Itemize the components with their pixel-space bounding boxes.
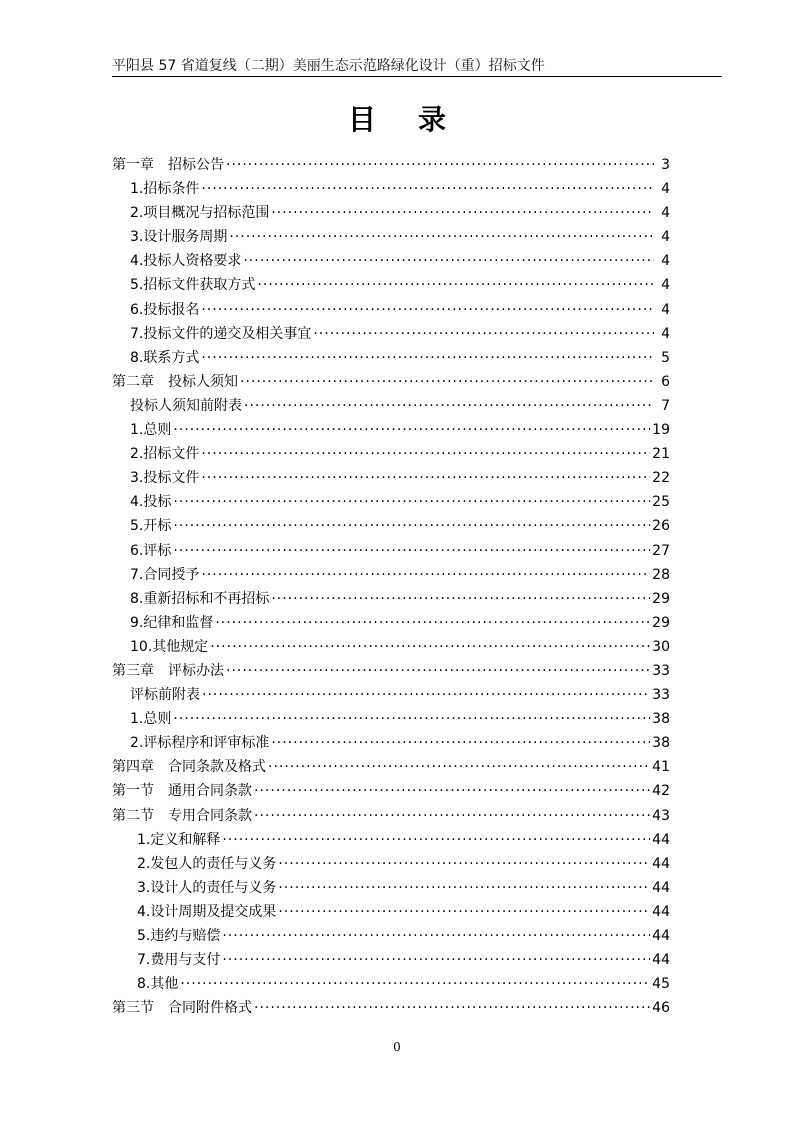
toc-entry-label: 8.其他 <box>137 976 179 993</box>
dot-leader <box>268 755 650 779</box>
toc-entry-page: 44 <box>652 831 670 848</box>
toc-entry[interactable] <box>112 298 670 322</box>
toc-entry-label: 6.投标报名 <box>130 301 200 318</box>
dot-leader <box>271 731 650 755</box>
dot-leader <box>278 900 650 924</box>
dot-leader <box>201 442 650 466</box>
toc-entry-page: 27 <box>652 542 670 559</box>
toc-entry-label: 7.投标文件的递交及相关事宜 <box>130 325 312 342</box>
toc-entry-label: 5.违约与赔偿 <box>137 928 221 944</box>
dot-leader <box>278 852 650 876</box>
toc-entry[interactable] <box>112 514 670 538</box>
toc-title: 目录 <box>347 103 488 136</box>
toc-entry-page: 26 <box>652 518 670 535</box>
dot-leader <box>201 466 650 490</box>
toc-entry-label: 3.投标文件 <box>130 470 200 487</box>
toc-entry-label: 2.评标程序和评审标准 <box>130 735 270 752</box>
page-number: 0 <box>393 1040 401 1054</box>
toc-entry[interactable] <box>112 996 670 1020</box>
toc-entry[interactable] <box>112 755 670 779</box>
toc-entry-label: 第一节 通用合同条款 <box>112 783 252 800</box>
toc-entry-label: 4.设计周期及提交成果 <box>137 903 277 920</box>
dot-leader <box>173 539 650 563</box>
toc-entry[interactable] <box>112 442 670 466</box>
toc-entry[interactable] <box>112 924 670 948</box>
toc-entry[interactable] <box>112 490 670 514</box>
toc-entry-label: 1.总则 <box>130 422 172 439</box>
toc-entry-label: 7.费用与支付 <box>137 952 221 969</box>
dot-leader <box>201 298 654 322</box>
toc-entry-page: 4 <box>661 301 670 318</box>
toc-entry-label: 7.合同授予 <box>130 566 200 583</box>
dot-leader <box>201 177 654 201</box>
toc-entry[interactable] <box>112 900 670 924</box>
toc-entry[interactable] <box>112 249 670 273</box>
dot-leader <box>173 707 650 731</box>
toc-entry[interactable] <box>112 322 670 346</box>
dot-leader <box>180 972 650 996</box>
dot-leader <box>215 611 650 635</box>
toc-entry-label: 3.设计人的责任与义务 <box>137 879 277 896</box>
toc-entry-page: 41 <box>652 759 670 776</box>
toc-entry-page: 33 <box>652 662 670 679</box>
toc-entry[interactable] <box>112 587 670 611</box>
toc-entry-label: 第一章 招标公告 <box>112 157 224 173</box>
toc-entry[interactable] <box>112 779 670 803</box>
toc-entry-label: 第三节 合同附件格式 <box>112 1000 252 1017</box>
toc-entry[interactable] <box>112 635 670 659</box>
toc-entry-page: 3 <box>661 157 670 173</box>
toc-entry[interactable] <box>112 683 670 707</box>
toc-entry-page: 38 <box>652 735 670 752</box>
toc-entry-page: 44 <box>652 928 670 944</box>
dot-leader <box>201 563 650 587</box>
toc-entry-page: 33 <box>652 687 670 704</box>
toc-entry[interactable] <box>112 466 670 490</box>
running-header: 平阳县 57 省道复线（二期）美丽生态示范路绿化设计（重）招标文件 <box>112 58 545 74</box>
toc-entry-page: 4 <box>661 229 670 246</box>
toc-entry-label: 5.招标文件获取方式 <box>130 277 256 294</box>
dot-leader <box>313 322 654 346</box>
toc-entry[interactable] <box>112 659 670 683</box>
toc-entry[interactable] <box>112 948 670 972</box>
toc-entry-label: 1.定义和解释 <box>137 831 221 848</box>
toc-entry-page: 7 <box>661 397 670 414</box>
dot-leader <box>254 804 650 828</box>
toc-entry-page: 45 <box>652 976 670 993</box>
toc-entry-page: 6 <box>661 373 670 390</box>
toc-entry-page: 43 <box>652 807 670 824</box>
toc-entry-page: 38 <box>652 711 670 728</box>
dot-leader <box>254 779 650 803</box>
toc-entry[interactable] <box>112 804 670 828</box>
toc-entry[interactable] <box>112 876 670 900</box>
dot-leader <box>173 514 650 538</box>
dot-leader <box>257 273 654 297</box>
toc-entry[interactable] <box>112 153 670 177</box>
toc-entry-page: 44 <box>652 903 670 920</box>
toc-entry-label: 6.评标 <box>130 542 172 559</box>
toc-entry-label: 2.招标文件 <box>130 446 200 463</box>
toc-entry-label: 第四章 合同条款及格式 <box>112 759 266 776</box>
toc-entry[interactable] <box>112 828 670 852</box>
toc-entry-page: 4 <box>661 277 670 294</box>
toc-entry-page: 19 <box>652 422 670 439</box>
toc-entry-page: 46 <box>652 1000 670 1017</box>
toc-entry-label: 8.联系方式 <box>130 349 200 366</box>
dot-leader <box>222 948 650 972</box>
dot-leader <box>271 587 650 611</box>
dot-leader <box>226 153 654 177</box>
header-divider <box>112 76 722 77</box>
toc-entry-label: 2.发包人的责任与义务 <box>137 855 277 872</box>
toc-entry[interactable] <box>112 563 670 587</box>
toc-entry-page: 30 <box>652 638 670 655</box>
toc-entry[interactable] <box>112 346 670 370</box>
toc-entry-label: 第二节 专用合同条款 <box>112 807 252 824</box>
dot-leader <box>210 635 650 659</box>
dot-leader <box>226 659 650 683</box>
dot-leader <box>240 370 654 394</box>
dot-leader <box>243 249 654 273</box>
dot-leader <box>173 490 650 514</box>
toc-entry[interactable] <box>112 972 670 996</box>
toc-entry-page: 42 <box>652 783 670 800</box>
toc-entry-label: 8.重新招标和不再招标 <box>130 590 270 607</box>
toc-entry[interactable] <box>112 225 670 249</box>
dot-leader <box>254 996 650 1020</box>
toc-entry[interactable] <box>112 707 670 731</box>
toc-entry-page: 44 <box>652 952 670 969</box>
toc-entry-label: 1.招标条件 <box>130 181 200 198</box>
table-of-contents <box>112 153 670 1020</box>
toc-entry[interactable] <box>112 731 670 755</box>
toc-entry[interactable] <box>112 418 670 442</box>
toc-entry-page: 25 <box>652 494 670 511</box>
dot-leader <box>271 201 654 225</box>
toc-entry-label: 3.设计服务周期 <box>130 229 228 246</box>
toc-entry[interactable] <box>112 611 670 635</box>
toc-entry-label: 4.投标人资格要求 <box>130 253 242 270</box>
toc-entry-page: 4 <box>661 205 670 222</box>
dot-leader <box>244 394 654 418</box>
toc-entry-page: 29 <box>652 614 670 631</box>
dot-leader <box>278 876 650 900</box>
toc-entry[interactable] <box>112 273 670 297</box>
dot-leader <box>229 225 654 249</box>
dot-leader <box>202 683 650 707</box>
toc-entry-label: 5.开标 <box>130 518 172 535</box>
toc-entry-label: 10.其他规定 <box>130 638 209 655</box>
toc-entry[interactable] <box>112 852 670 876</box>
toc-entry-label: 9.纪律和监督 <box>130 614 214 631</box>
dot-leader <box>222 924 650 948</box>
toc-entry-page: 22 <box>652 470 670 487</box>
toc-entry-page: 4 <box>661 325 670 342</box>
toc-entry-label: 1.总则 <box>130 711 172 728</box>
toc-entry-page: 5 <box>661 349 670 366</box>
toc-entry-page: 44 <box>652 879 670 896</box>
toc-entry-label: 评标前附表 <box>130 687 200 704</box>
toc-entry-page: 21 <box>652 446 670 463</box>
toc-entry-label: 投标人须知前附表 <box>130 397 242 414</box>
toc-entry[interactable] <box>112 370 670 394</box>
toc-entry-page: 29 <box>652 590 670 607</box>
toc-entry-page: 4 <box>661 181 670 198</box>
toc-entry[interactable] <box>112 539 670 563</box>
toc-entry-label: 2.项目概况与招标范围 <box>130 205 270 222</box>
toc-entry-label: 第三章 评标办法 <box>112 662 224 679</box>
dot-leader <box>222 828 650 852</box>
toc-entry-label: 第二章 投标人须知 <box>112 373 238 390</box>
toc-entry-page: 28 <box>652 566 670 583</box>
toc-entry[interactable] <box>112 394 670 418</box>
dot-leader <box>173 418 650 442</box>
toc-entry[interactable] <box>112 201 670 225</box>
toc-entry-page: 44 <box>652 855 670 872</box>
toc-entry[interactable] <box>112 177 670 201</box>
toc-entry-label: 4.投标 <box>130 494 172 511</box>
dot-leader <box>201 346 654 370</box>
toc-entry-page: 4 <box>661 253 670 270</box>
